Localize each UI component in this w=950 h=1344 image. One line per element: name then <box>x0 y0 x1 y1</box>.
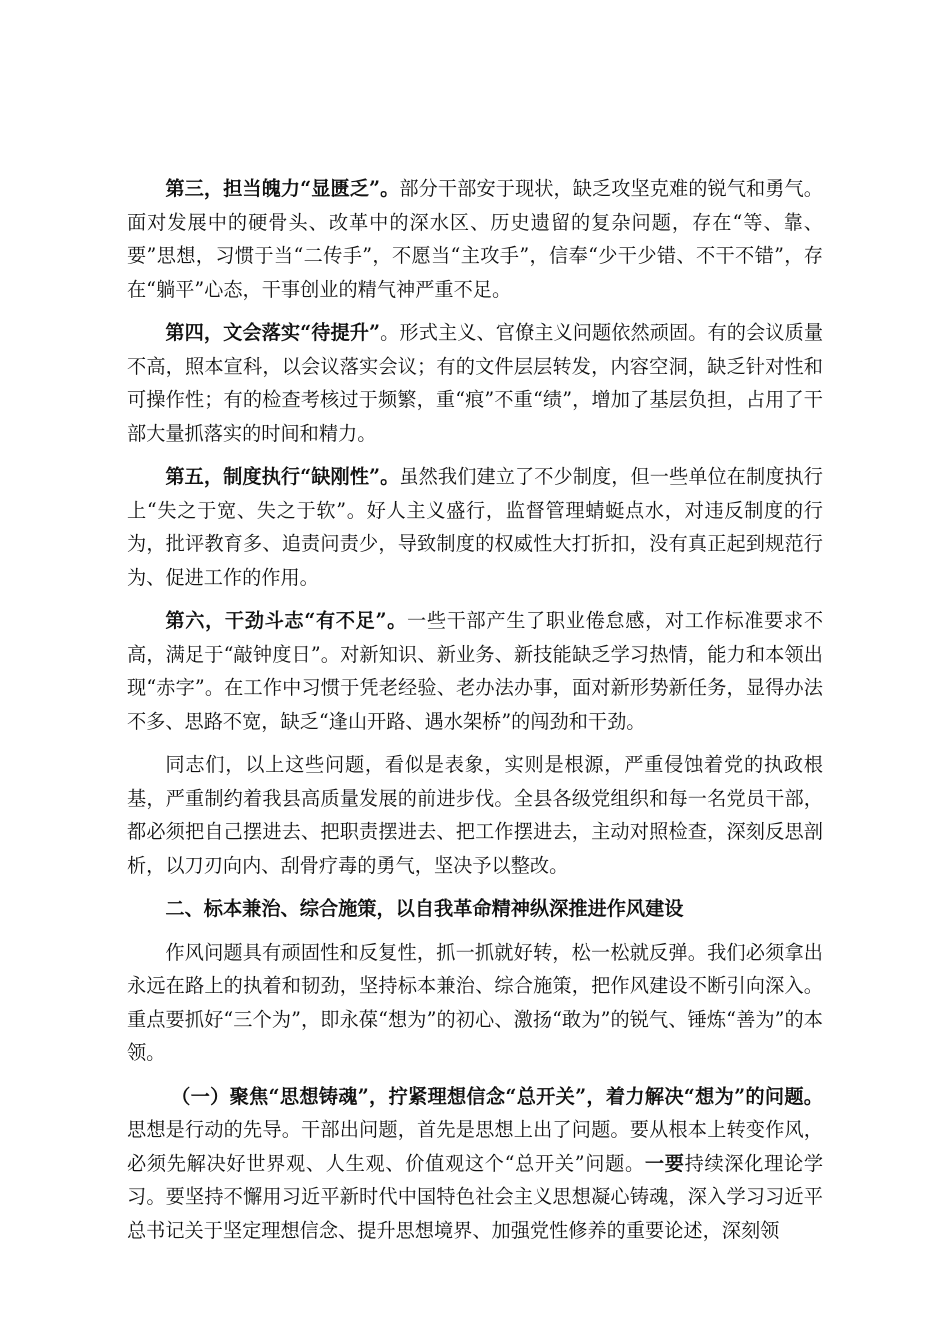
paragraph-lead: 第六，干劲斗志“有不足”。 <box>165 609 408 632</box>
paragraph-body: 一些干部产生了职业倦怠感，对工作标准要求不高，满足于“敲钟度日”。对新知识、新业务、新技能缺乏学习热情，能力和本领出现“赤字”。在工作中习惯于凭老经验、老办法办事，面对新形势新任务，显得办法不多、思路不宽，缺乏“逢山开路、遇水架桥”的闯劲和干劲。 <box>127 609 824 733</box>
subsection-lead: （一）聚焦“思想铸魂”，拧紧理想信念“总开关”，着力解决“想为”的问题。 <box>171 1084 823 1108</box>
paragraph-lead: 第四，文会落实“待提升” <box>165 321 381 344</box>
subsection-emphasis: 一要 <box>644 1151 685 1175</box>
subsection-one <box>127 1080 823 1248</box>
paragraph-third <box>127 172 823 306</box>
paragraph-fifth <box>127 460 823 594</box>
paragraph-lead: 第五，制度执行“缺刚性”。 <box>165 465 400 488</box>
section-intro: 作风问题具有顽固性和反复性，抓一抓就好转，松一松就反弹。我们必须拿出永远在路上的执着和韧劲，坚持标本兼治、综合施策，把作风建设不断引向深入。重点要抓好“三个为”，即永葆“想为”的初心、激扬“敢为”的锐气、锤炼“善为”的本领。 <box>127 940 823 1064</box>
paragraph-summary <box>127 748 823 882</box>
paragraph-body: 同志们，以上这些问题，看似是表象，实则是根源，严重侵蚀着党的执政根基，严重制约着我县高质量发展的前进步伐。全县各级党组织和每一名党员干部，都必须把自己摆进去、把职责摆进去、把工作摆进去，主动对照检查，深刻反思剖析，以刀刃向内、刮骨疗毒的勇气，坚决予以整改。 <box>127 753 823 877</box>
paragraph-sixth <box>127 604 823 738</box>
subsection-body: 思想是行动的先导。干部出问题，首先是思想上出了问题。要从根本上转变作风，必须先解决好世界观、人生观、价值观这个“总开关”问题。 <box>127 1118 823 1175</box>
paragraph-fourth <box>127 316 823 450</box>
paragraph-lead: 第三，担当魄力“显匮乏”。 <box>165 177 400 200</box>
document-page <box>127 172 823 1257</box>
subsection-body-continued: 持续深化理论学习。要坚持不懈用习近平新时代中国特色社会主义思想凝心铸魂，深入学习习近平总书记关于坚定理想信念、提升思想境界、加强党性修养的重要论述，深刻领 <box>127 1151 824 1242</box>
paragraph-body: 部分干部安于现状，缺乏攻坚克难的锐气和勇气。面对发展中的硬骨头、改革中的深水区、历史遗留的复杂问题，存在“等、靠、要”思想，习惯于当“二传手”，不愿当“主攻手”，信奉“少干少错、不干不错”，存在“躺平”心态，干事创业的精气神严重不足。 <box>127 177 823 301</box>
paragraph-body: 。形式主义、官僚主义问题依然顽固。有的会议质量不高，照本宣科，以会议落实会议；有的文件层层转发，内容空洞，缺乏针对性和可操作性；有的检查考核过于频繁，重“痕”不重“绩”，增加了基层负担，占用了干部大量抓落实的时间和精力。 <box>127 321 824 445</box>
section-heading: 二、标本兼治、综合施策，以自我革命精神纵深推进作风建设 <box>165 897 684 920</box>
paragraph-body: 虽然我们建立了不少制度，但一些单位在制度执行上“失之于宽、失之于软”。好人主义盛行，监督管理蜻蜓点水，对违反制度的行为，批评教育多、追责问责少，导致制度的权威性大打折扣，没有真正起到规范行为、促进工作的作用。 <box>127 465 823 589</box>
